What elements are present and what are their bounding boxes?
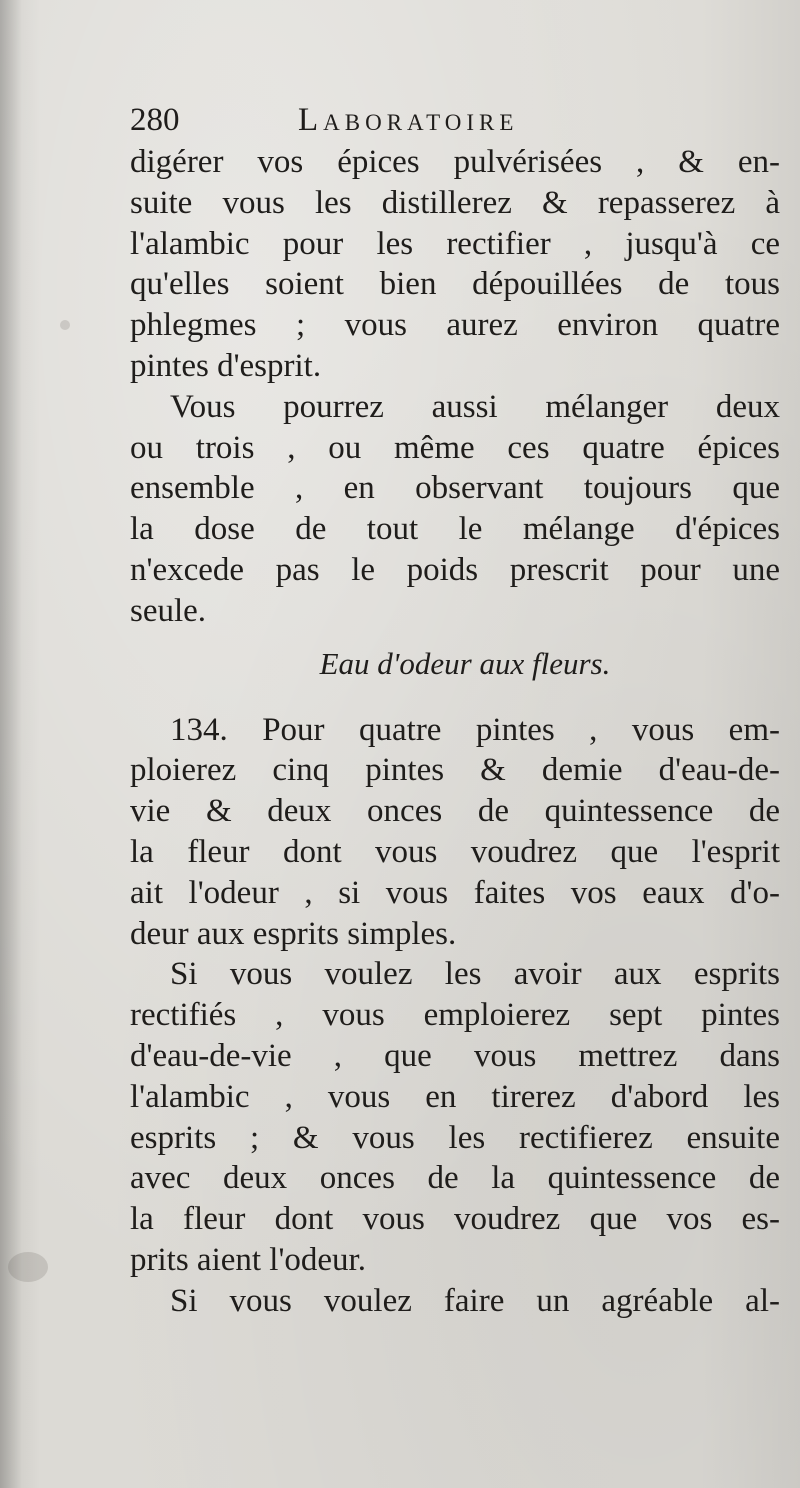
paragraph (130, 387, 780, 632)
paragraph (130, 954, 780, 1280)
text-line: Si vous voulez faire un agréable al- (170, 1282, 780, 1319)
text-line: Si vous voulez les avoir aux esprits (170, 956, 780, 993)
text-line: d'eau-de-vie , que vous mettrez dans (130, 1037, 780, 1074)
text-line: pintes d'esprit. (130, 347, 322, 384)
text-line: vie & deux onces de quintessence de (130, 793, 780, 830)
paragraph (130, 1281, 780, 1322)
text-line: la fleur dont vous voudrez que l'esprit (130, 833, 780, 870)
text-line: qu'elles soient bien dépouillées de tous (130, 266, 780, 303)
text-line: digérer vos épices pulvérisées , & en- (130, 144, 780, 180)
text-line: seule. (130, 592, 207, 629)
text-line: la fleur dont vous voudrez que vos es- (130, 1201, 780, 1238)
text-line: ploierez cinq pintes & demie d'eau-de- (130, 752, 780, 789)
running-head: Laboratoire (298, 102, 519, 138)
paragraph (130, 710, 780, 955)
spacer (130, 696, 780, 710)
text-line: la dose de tout le mélange d'épices (130, 511, 780, 548)
page-header (130, 98, 770, 142)
text-line: ou trois , ou même ces quatre épices (130, 429, 780, 466)
paper-stain (8, 1252, 48, 1282)
text-line: l'alambic pour les rectifier , jusqu'à ce (130, 225, 780, 262)
text-line: rectifiés , vous emploierez sept pintes (130, 997, 780, 1034)
text-line: phlegmes ; vous aurez environ quatre (130, 307, 780, 344)
page-number: 280 (130, 102, 180, 138)
text-line: l'alambic , vous en tirerez d'abord les (130, 1078, 780, 1115)
text-line: suite vous les distillerez & repasserez à (130, 184, 780, 221)
text-line: 134. Pour quatre pintes , vous em- (170, 711, 780, 748)
text-line: avec deux onces de la quintessence de (130, 1160, 780, 1197)
text-line: deur aux esprits simples. (130, 915, 457, 952)
section-title: Eau d'odeur aux fleurs. (319, 645, 611, 681)
text-line: Vous pourrez aussi mélanger deux (170, 388, 780, 425)
text-line: ait l'odeur , si vous faites vos eaux d'o- (130, 874, 780, 911)
paper-stain (60, 320, 70, 330)
text-line: prits aient l'odeur. (130, 1241, 366, 1278)
body-text (130, 142, 780, 1322)
text-line: esprits ; & vous les rectifierez ensuite (130, 1119, 780, 1156)
paragraph (130, 142, 780, 387)
text-line: ensemble , en observant toujours que (130, 470, 780, 507)
text-line: n'excede pas le poids prescrit pour une (130, 551, 780, 588)
